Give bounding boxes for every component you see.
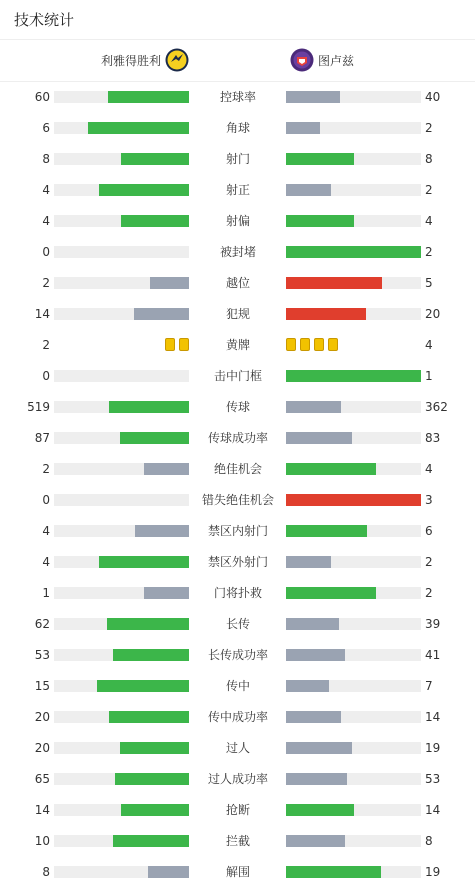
- stat-row: [0, 119, 475, 137]
- home-stat-value: 53: [34, 648, 50, 662]
- away-stat-bar-track: [286, 277, 421, 289]
- home-stat-bar: [107, 618, 189, 630]
- away-stat-bar-track: [286, 711, 421, 723]
- away-stat-value: 19: [425, 741, 441, 755]
- away-stat-bar: [286, 618, 339, 630]
- away-stat-bar-track: [286, 866, 421, 878]
- away-stat-value: 41: [425, 648, 441, 662]
- away-stat-bar-track: [286, 401, 421, 413]
- away-stat-bar-track: [286, 618, 421, 630]
- away-stat-bar: [286, 680, 329, 692]
- home-stat-bar-track: [54, 370, 189, 382]
- stat-label: 控球率: [219, 90, 256, 104]
- stat-label: 过人: [225, 741, 250, 755]
- away-stat-bar: [286, 401, 341, 413]
- home-yellow-cards: [165, 338, 189, 351]
- away-stat-bar: [286, 773, 347, 785]
- away-stat-value: 2: [425, 586, 433, 600]
- stat-label: 射门: [225, 152, 250, 166]
- home-stat-value: 0: [42, 493, 50, 507]
- away-team[interactable]: [290, 48, 354, 72]
- stat-label: 射正: [225, 183, 250, 197]
- stat-row: [0, 274, 475, 292]
- stat-row: [0, 832, 475, 850]
- home-stat-bar: [108, 91, 189, 103]
- away-stat-bar-track: [286, 556, 421, 568]
- away-stat-value: 1: [425, 369, 433, 383]
- away-stat-bar: [286, 91, 340, 103]
- home-stat-bar-track: [54, 91, 189, 103]
- stat-row: [0, 429, 475, 447]
- home-stat-bar-track: [54, 432, 189, 444]
- home-stat-bar-track: [54, 525, 189, 537]
- home-stat-bar: [97, 680, 189, 692]
- away-stat-value: 5: [425, 276, 433, 290]
- stat-label: 传中成功率: [207, 710, 268, 724]
- stat-row: [0, 460, 475, 478]
- stat-label: 射偏: [225, 214, 250, 228]
- home-stat-bar: [144, 463, 189, 475]
- stat-row: [0, 88, 475, 106]
- home-stat-bar: [113, 835, 189, 847]
- stat-label: 禁区外射门: [207, 555, 268, 569]
- away-stat-value: 4: [425, 214, 433, 228]
- away-stat-bar: [286, 494, 421, 506]
- away-stat-value: 4: [425, 462, 433, 476]
- stat-row: [0, 336, 475, 354]
- away-stat-value: 4: [425, 338, 433, 352]
- away-stat-bar-track: [286, 463, 421, 475]
- home-stat-bar: [121, 804, 189, 816]
- yellow-card-icon: [179, 338, 189, 351]
- stat-row: [0, 801, 475, 819]
- away-stat-bar: [286, 649, 345, 661]
- home-stat-bar-track: [54, 494, 189, 506]
- home-stat-bar-track: [54, 463, 189, 475]
- home-stat-value: 8: [42, 865, 50, 879]
- home-stat-bar-track: [54, 804, 189, 816]
- stat-label: 拦截: [225, 834, 250, 848]
- stat-row: [0, 212, 475, 230]
- away-stat-bar: [286, 835, 345, 847]
- stat-label: 被封堵: [219, 245, 256, 259]
- stat-row: [0, 305, 475, 323]
- stat-label: 越位: [225, 276, 250, 290]
- stat-label: 黄牌: [225, 338, 250, 352]
- home-stat-value: 14: [34, 307, 50, 321]
- home-stat-bar: [109, 711, 189, 723]
- away-stat-bar: [286, 525, 367, 537]
- away-stat-value: 3: [425, 493, 433, 507]
- home-stat-bar-track: [54, 122, 189, 134]
- yellow-card-icon: [314, 338, 324, 351]
- stat-label: 错失绝佳机会: [201, 493, 274, 507]
- stat-row: [0, 150, 475, 168]
- away-stat-value: 19: [425, 865, 441, 879]
- stat-row: [0, 863, 475, 881]
- away-stat-bar-track: [286, 587, 421, 599]
- home-stat-bar-track: [54, 742, 189, 754]
- stat-label: 传中: [225, 679, 250, 693]
- home-stat-value: 20: [34, 741, 50, 755]
- toulouse-logo-icon: [290, 48, 314, 72]
- stat-label: 长传成功率: [207, 648, 268, 662]
- away-stat-value: 40: [425, 90, 441, 104]
- yellow-card-icon: [300, 338, 310, 351]
- home-stat-value: 519: [27, 400, 50, 414]
- home-stat-value: 2: [42, 276, 50, 290]
- away-stat-bar-track: [286, 91, 421, 103]
- stat-label: 击中门框: [213, 369, 262, 383]
- away-stat-bar: [286, 153, 354, 165]
- away-stat-bar-track: [286, 184, 421, 196]
- home-stat-bar-track: [54, 866, 189, 878]
- away-stat-bar: [286, 711, 341, 723]
- stat-row: [0, 615, 475, 633]
- stat-row: [0, 181, 475, 199]
- away-stat-bar-track: [286, 773, 421, 785]
- home-stat-bar-track: [54, 153, 189, 165]
- home-stat-bar: [121, 215, 189, 227]
- home-stat-bar-track: [54, 773, 189, 785]
- stat-label: 过人成功率: [207, 772, 268, 786]
- away-stat-bar: [286, 432, 352, 444]
- home-stat-bar-track: [54, 401, 189, 413]
- away-stat-bar-track: [286, 215, 421, 227]
- home-stat-bar: [135, 525, 189, 537]
- home-stat-bar-track: [54, 587, 189, 599]
- away-stat-bar-track: [286, 742, 421, 754]
- away-stat-bar-track: [286, 680, 421, 692]
- home-stat-bar-track: [54, 835, 189, 847]
- home-stat-bar: [120, 742, 189, 754]
- home-stat-value: 14: [34, 803, 50, 817]
- home-stat-value: 0: [42, 369, 50, 383]
- stat-row: [0, 584, 475, 602]
- away-stat-value: 20: [425, 307, 441, 321]
- stat-label: 角球: [225, 121, 250, 135]
- stat-row: [0, 739, 475, 757]
- home-stat-value: 4: [42, 214, 50, 228]
- home-stat-bar-track: [54, 277, 189, 289]
- home-stat-value: 1: [42, 586, 50, 600]
- away-stat-value: 53: [425, 772, 441, 786]
- teams-header: [0, 40, 475, 82]
- away-stat-value: 2: [425, 121, 433, 135]
- stat-label: 解围: [225, 865, 250, 879]
- away-stat-value: 2: [425, 245, 433, 259]
- home-stat-value: 62: [34, 617, 50, 631]
- away-stat-bar-track: [286, 246, 421, 258]
- away-stat-value: 83: [425, 431, 441, 445]
- al-nassr-logo-icon: [165, 48, 189, 72]
- home-stat-value: 15: [34, 679, 50, 693]
- stat-label: 抢断: [225, 803, 250, 817]
- stat-label: 禁区内射门: [207, 524, 268, 538]
- yellow-card-icon: [328, 338, 338, 351]
- home-stat-value: 65: [34, 772, 50, 786]
- home-stat-value: 2: [42, 462, 50, 476]
- stat-label: 门将扑救: [213, 586, 262, 600]
- home-stat-value: 4: [42, 555, 50, 569]
- home-stat-bar-track: [54, 618, 189, 630]
- away-team-name: 图卢兹: [318, 53, 355, 68]
- away-stat-value: 7: [425, 679, 433, 693]
- away-stat-bar: [286, 463, 376, 475]
- away-stat-value: 8: [425, 152, 433, 166]
- away-stat-bar-track: [286, 122, 421, 134]
- home-stat-bar: [134, 308, 189, 320]
- home-stat-bar: [144, 587, 189, 599]
- home-stat-bar-track: [54, 184, 189, 196]
- away-stat-bar: [286, 370, 421, 382]
- stat-label: 传球成功率: [207, 431, 268, 445]
- stat-row: [0, 398, 475, 416]
- away-stat-value: 8: [425, 834, 433, 848]
- stat-row: [0, 522, 475, 540]
- stat-row: [0, 367, 475, 385]
- home-stat-value: 4: [42, 524, 50, 538]
- home-stat-bar: [121, 153, 189, 165]
- away-stat-bar: [286, 308, 366, 320]
- stat-row: [0, 553, 475, 571]
- away-stat-value: 14: [425, 710, 441, 724]
- home-stat-bar-track: [54, 246, 189, 258]
- home-team-name: 利雅得胜利: [100, 53, 161, 68]
- home-stat-value: 20: [34, 710, 50, 724]
- away-stat-value: 6: [425, 524, 433, 538]
- stat-label: 长传: [225, 617, 250, 631]
- home-stat-value: 60: [34, 90, 50, 104]
- home-stat-bar: [113, 649, 189, 661]
- away-stat-value: 39: [425, 617, 441, 631]
- away-stat-value: 14: [425, 803, 441, 817]
- home-stat-bar: [88, 122, 189, 134]
- stat-label: 绝佳机会: [213, 462, 262, 476]
- home-stat-bar-track: [54, 215, 189, 227]
- home-stat-bar-track: [54, 680, 189, 692]
- home-stat-bar: [120, 432, 189, 444]
- yellow-card-icon: [165, 338, 175, 351]
- home-stat-value: 8: [42, 152, 50, 166]
- home-stat-bar: [109, 401, 189, 413]
- away-stat-bar: [286, 587, 376, 599]
- home-stat-bar-track: [54, 649, 189, 661]
- home-stat-value: 10: [34, 834, 50, 848]
- away-stat-bar-track: [286, 432, 421, 444]
- away-yellow-cards: [286, 338, 338, 351]
- yellow-card-icon: [286, 338, 296, 351]
- home-stat-value: 87: [34, 431, 50, 445]
- away-stat-bar: [286, 866, 381, 878]
- away-stat-bar-track: [286, 494, 421, 506]
- stat-row: [0, 243, 475, 261]
- away-stat-bar-track: [286, 153, 421, 165]
- away-stat-bar: [286, 742, 352, 754]
- stat-row: [0, 646, 475, 664]
- stat-row: [0, 491, 475, 509]
- stat-label: 传球: [225, 400, 250, 414]
- away-stat-bar: [286, 246, 421, 258]
- home-stat-bar-track: [54, 308, 189, 320]
- away-stat-bar: [286, 184, 331, 196]
- away-stat-bar: [286, 556, 331, 568]
- away-stat-bar: [286, 804, 354, 816]
- stat-row: [0, 708, 475, 726]
- home-stat-value: 6: [42, 121, 50, 135]
- home-stat-bar-track: [54, 556, 189, 568]
- home-stat-value: 4: [42, 183, 50, 197]
- stat-row: [0, 677, 475, 695]
- home-stat-bar: [150, 277, 189, 289]
- stat-row: [0, 770, 475, 788]
- page-title: 技术统计: [0, 0, 475, 40]
- away-stat-value: 362: [425, 400, 448, 414]
- away-stat-bar-track: [286, 370, 421, 382]
- away-stat-bar: [286, 122, 320, 134]
- home-stat-bar: [99, 184, 189, 196]
- home-stat-value: 0: [42, 245, 50, 259]
- away-stat-value: 2: [425, 555, 433, 569]
- home-team[interactable]: [101, 48, 189, 72]
- away-stat-bar-track: [286, 835, 421, 847]
- away-stat-bar: [286, 277, 382, 289]
- home-stat-bar: [115, 773, 189, 785]
- away-stat-value: 2: [425, 183, 433, 197]
- home-stat-bar: [99, 556, 189, 568]
- away-stat-bar-track: [286, 308, 421, 320]
- home-stat-bar-track: [54, 711, 189, 723]
- away-stat-bar-track: [286, 525, 421, 537]
- stat-label: 犯规: [225, 307, 250, 321]
- home-stat-value: 2: [42, 338, 50, 352]
- home-stat-bar: [148, 866, 189, 878]
- away-stat-bar-track: [286, 649, 421, 661]
- away-stat-bar-track: [286, 804, 421, 816]
- away-stat-bar: [286, 215, 354, 227]
